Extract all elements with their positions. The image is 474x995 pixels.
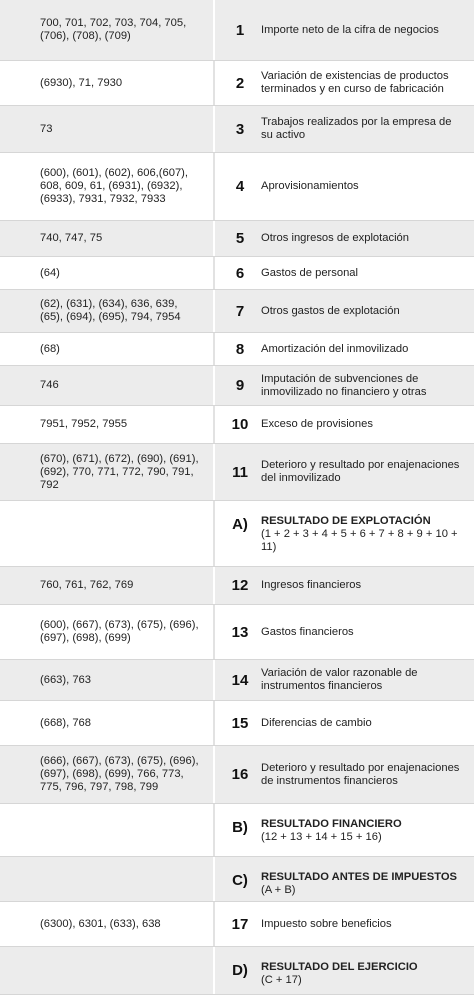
- table-row: [0, 61, 474, 106]
- account-codes: (670), (671), (672), (690), (691), (692), 770, 771, 772, 790, 791, 792: [40, 452, 199, 491]
- line-number: 5: [235, 230, 245, 247]
- account-codes: (600), (601), (602), 606,(607), 608, 609, 61, (6931), (6932), (6933), 7931, 7932, 7933: [40, 167, 188, 205]
- line-item: [213, 567, 474, 604]
- line-number: 8: [235, 340, 245, 358]
- account-codes: (666), (667), (673), (675), (696), (697), (698), (699), 766, 773, 775, 796, 797, 798, 799: [40, 755, 199, 793]
- line-item: [213, 153, 474, 220]
- result-title: RESULTADO DE EXPLOTACIÓN: [261, 515, 431, 527]
- line-number: B): [232, 819, 248, 836]
- line-description: Ingresos financieros: [261, 579, 362, 591]
- line-item: [213, 221, 474, 256]
- table-row: [0, 902, 474, 947]
- line-item: [213, 857, 474, 901]
- line-number: 7: [235, 302, 245, 320]
- line-description: [261, 818, 410, 844]
- result-title: RESULTADO DEL EJERCICIO: [261, 961, 418, 973]
- line-description: Variación de existencias de productos terminados y en curso de fabricación: [261, 70, 449, 95]
- line-number: 14: [231, 671, 249, 689]
- line-description: Impuesto sobre beneficios: [261, 917, 392, 930]
- line-item: [213, 444, 474, 500]
- table-row: [0, 605, 474, 660]
- line-item: [213, 106, 474, 152]
- line-description: Exceso de provisiones: [261, 418, 373, 430]
- table-row: [0, 567, 474, 605]
- line-number: 11: [232, 463, 248, 481]
- line-description: Variación de valor razonable de instrumentos financieros: [261, 667, 418, 692]
- line-description: Importe neto de la cifra de negocios: [261, 23, 439, 36]
- line-item: [213, 366, 474, 405]
- result-formula: (A + B): [261, 884, 296, 896]
- line-description: [261, 961, 426, 987]
- account-codes: 73: [40, 122, 53, 135]
- line-item: [213, 746, 474, 803]
- account-codes: 746: [40, 379, 59, 391]
- table-row: [0, 701, 474, 746]
- line-item: [213, 61, 474, 105]
- line-number: C): [232, 872, 248, 889]
- line-number: 3: [235, 120, 245, 138]
- line-description: Otros ingresos de explotación: [261, 232, 410, 244]
- line-item: [213, 406, 474, 443]
- line-item: [213, 804, 474, 856]
- account-codes: 7951, 7952, 7955: [40, 418, 128, 430]
- line-number: A): [232, 516, 248, 533]
- result-row: [0, 947, 474, 995]
- line-description: Deterioro y resultado por enajenaciones del inmovilizado: [261, 459, 460, 484]
- account-codes: (600), (667), (673), (675), (696), (697), (698), (699): [40, 619, 199, 644]
- line-number: 12: [231, 577, 249, 594]
- line-number: 15: [231, 714, 249, 732]
- line-description: Gastos financieros: [261, 625, 354, 638]
- line-item: [213, 257, 474, 289]
- table-row: [0, 746, 474, 804]
- result-title: RESULTADO ANTES DE IMPUESTOS: [261, 871, 458, 883]
- line-number: 17: [231, 915, 249, 933]
- result-row: [0, 857, 474, 902]
- table-row: [0, 153, 474, 221]
- line-item: [213, 660, 474, 700]
- table-row: [0, 444, 474, 501]
- result-formula: (12 + 13 + 14 + 15 + 16): [261, 831, 382, 843]
- line-number: 6: [235, 264, 245, 282]
- account-codes: [0, 857, 213, 901]
- line-item: [213, 701, 474, 745]
- table-row: [0, 406, 474, 444]
- line-description: Gastos de personal: [261, 266, 359, 279]
- table-row: [0, 106, 474, 153]
- table-row: [0, 221, 474, 257]
- result-formula: (C + 17): [261, 974, 302, 986]
- line-number: 13: [231, 623, 249, 641]
- result-title: RESULTADO FINANCIERO: [261, 818, 402, 830]
- account-codes: (62), (631), (634), 636, 639, (65), (694), (695), 794, 7954: [40, 298, 181, 323]
- account-codes: (6300), 6301, (633), 638: [40, 917, 161, 930]
- account-codes: (668), 768: [40, 716, 91, 729]
- account-codes: (663), 763: [40, 673, 91, 686]
- account-codes: (6930), 71, 7930: [40, 76, 123, 89]
- account-codes: [0, 501, 213, 566]
- line-number: 2: [235, 74, 245, 92]
- line-item: [213, 605, 474, 659]
- line-item: [213, 902, 474, 946]
- line-description: Otros gastos de explotación: [261, 304, 400, 317]
- account-codes: (68): [40, 342, 60, 355]
- line-number: D): [232, 962, 248, 979]
- table-row: [0, 0, 474, 61]
- account-codes: [0, 804, 213, 856]
- table-row: [0, 290, 474, 333]
- line-description: [261, 515, 474, 554]
- line-number: 4: [235, 178, 245, 195]
- line-description: Deterioro y resultado por enajenaciones de instrumentos financieros: [261, 761, 460, 787]
- line-description: Aprovisionamientos: [261, 180, 359, 192]
- result-row: [0, 501, 474, 567]
- account-codes: 700, 701, 702, 703, 704, 705, (706), (708), (709): [40, 17, 187, 42]
- line-number: 9: [235, 377, 245, 394]
- line-item: [213, 501, 474, 566]
- line-description: Imputación de subvenciones de inmovilizado no financiero y otras: [261, 372, 427, 398]
- line-number: 16: [231, 766, 249, 783]
- account-codes: 740, 747, 75: [40, 232, 103, 244]
- line-item: [213, 290, 474, 332]
- line-description: Amortización del inmovilizado: [261, 342, 409, 355]
- line-number: 1: [235, 21, 245, 39]
- line-item: [213, 0, 474, 60]
- line-description: Trabajos realizados por la empresa de su activo: [261, 116, 452, 141]
- table-row: [0, 366, 474, 406]
- result-formula: (1 + 2 + 3 + 4 + 5 + 6 + 7 + 8 + 9 + 10 + 11): [261, 528, 458, 553]
- line-description: [261, 871, 465, 897]
- account-codes: 760, 761, 762, 769: [40, 579, 134, 591]
- table-row: [0, 660, 474, 701]
- line-description: Diferencias de cambio: [261, 716, 372, 729]
- line-item: [213, 333, 474, 365]
- table-row: [0, 333, 474, 366]
- line-number: 10: [231, 416, 249, 433]
- table-row: [0, 257, 474, 290]
- account-codes: (64): [40, 266, 60, 279]
- result-row: [0, 804, 474, 857]
